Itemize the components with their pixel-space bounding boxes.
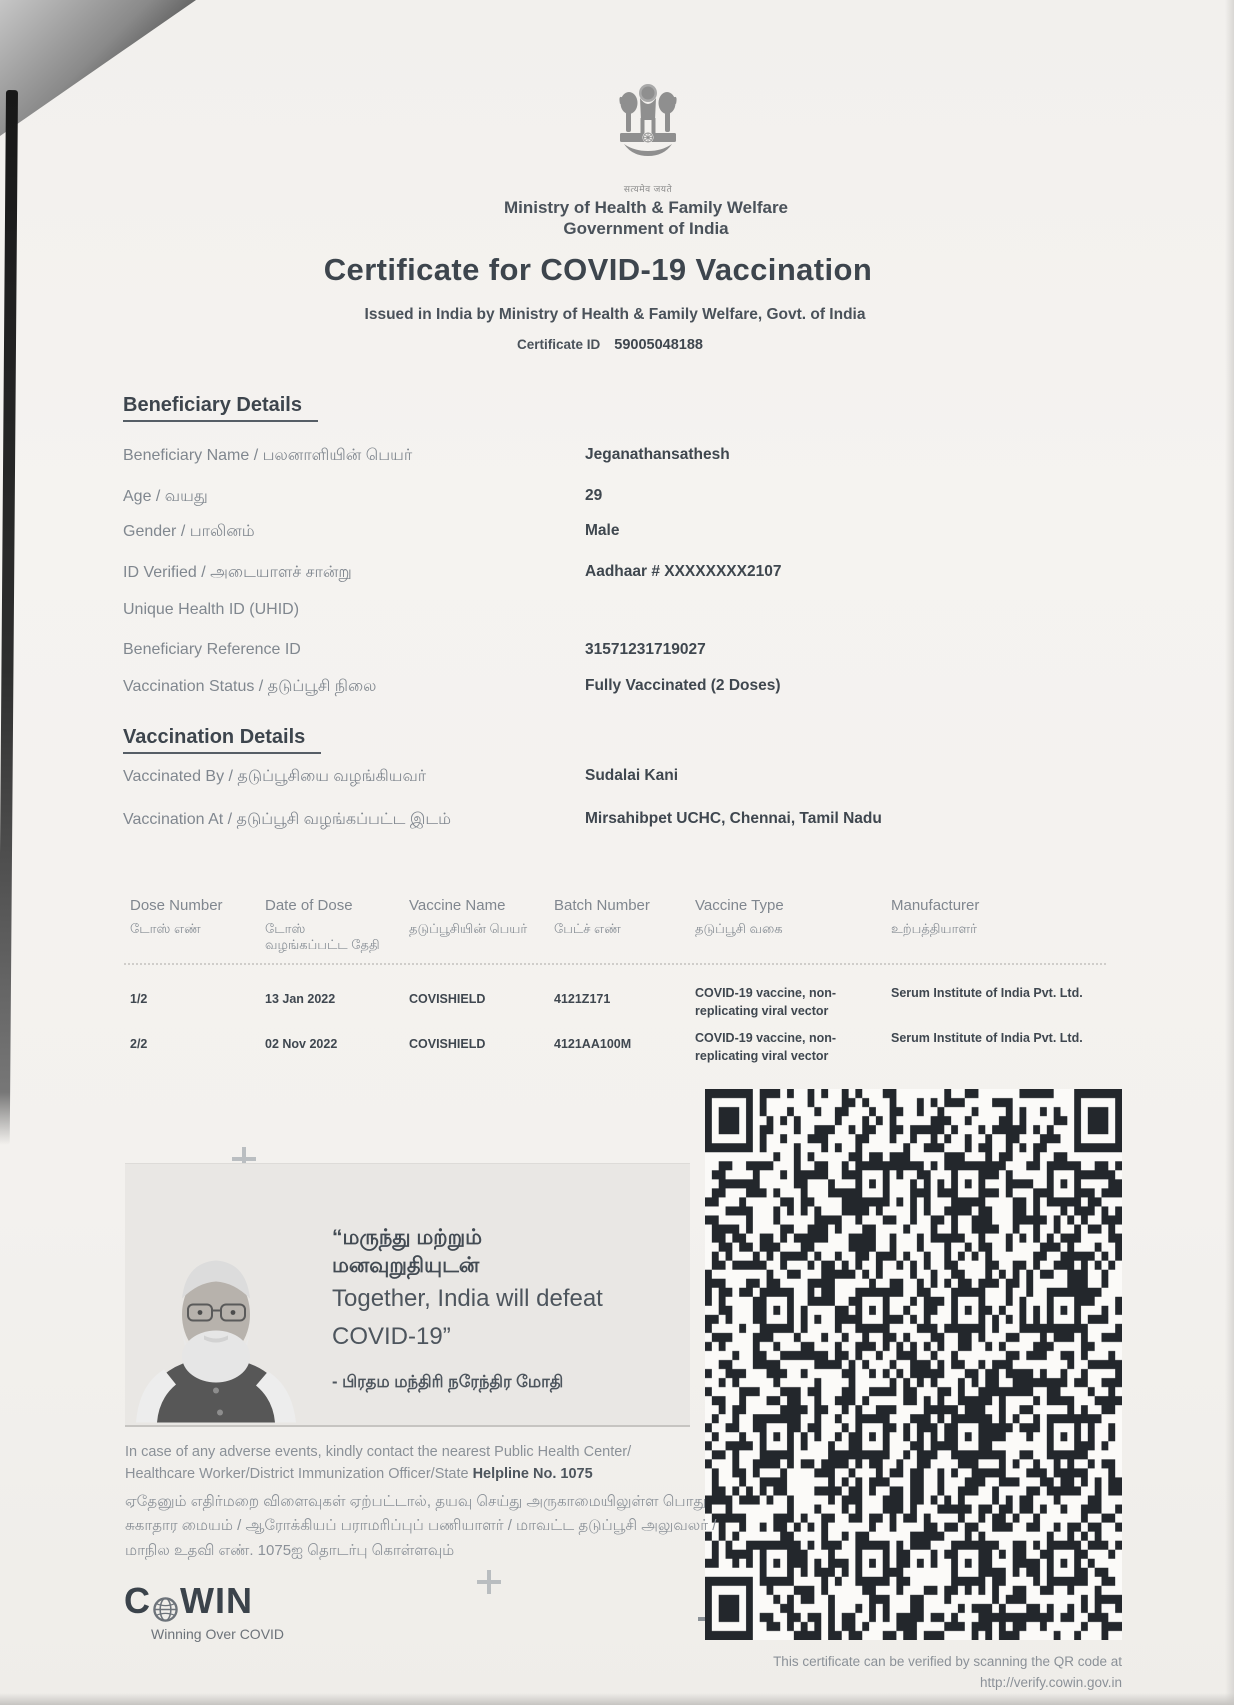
cowin-logo: C WIN [124, 1580, 253, 1621]
scan-edge-artifact [0, 90, 18, 1145]
globe-icon [152, 1590, 179, 1617]
helpline-number: Helpline No. 1075 [472, 1466, 593, 1483]
certificate-id-value: 59005048188 [614, 337, 703, 353]
certificate-id [0, 337, 1227, 353]
certificate-id-label: Certificate ID [517, 337, 601, 352]
field-row-beneficiary-name: Beneficiary Name / பலனாளியின் பெயர் Jeganathansathesh [123, 446, 730, 464]
emblem-motto: सत्यमेव जयते [623, 184, 673, 194]
scan-edge-shadow-bottom [0, 1693, 1234, 1705]
scan-corner-artifact [0, 0, 196, 136]
cowin-tagline: Winning Over COVID [151, 1626, 285, 1642]
dose-table-header: Dose Number டோஸ் எண் Date of Dose டோஸ் வழங்கப்பட்ட தேதி Vaccine Name தடுப்பூசியின் பெயர் Batch Number பேட்ச் எண் Vaccine Type தடுப்பூசி வகை Manufacturer உற்பத்தியாளர் [130, 897, 980, 953]
quote-english-line2: COVID-19” [332, 1323, 451, 1350]
field-row-reference-id: Beneficiary Reference ID 31571231719027 [123, 641, 706, 658]
qr-code [705, 1089, 1122, 1640]
quote-tamil-line1: “மருந்து மற்றும் [332, 1226, 483, 1249]
quote-tamil-line2: மனவுறுதியுடன் [332, 1254, 480, 1277]
field-row-gender: Gender / பாலினம் Male [123, 522, 620, 540]
adverse-events-notice: In case of any adverse events, kindly contact the nearest Public Health Center/ Healthcare Worker/District Immunization Officer/State Helpline No. 1075 [125, 1444, 632, 1483]
page-title: Certificate for COVID-19 Vaccination [323, 252, 873, 287]
quote-english-line1: Together, India will defeat [332, 1285, 603, 1312]
field-row-age: Age / வயது 29 [123, 487, 603, 505]
government-line: Government of India [563, 219, 729, 238]
verify-url: http://verify.cowin.gov.in [979, 1674, 1122, 1690]
field-row-vaccination-at: Vaccination At / தடுப்பூசி வழங்கப்பட்ட இடம் Mirsahibpet UCHC, Chennai, Tamil Nadu [123, 810, 882, 828]
quote-attribution: - பிரதம மந்திரி நரேந்திர மோதி [332, 1373, 564, 1391]
verification-note: This certificate can be verified by scanning the QR code at http://verify.cowin.gov.in [773, 1652, 1122, 1694]
modi-portrait [128, 1232, 303, 1423]
ministry-line: Ministry of Health & Family Welfare [503, 198, 789, 217]
dose-row-1: 1/2 13 Jan 2022 COVISHIELD 4121Z171 COVID-19 vaccine, non-replicating viral vector Serum Institute of India Pvt. Ltd. [130, 986, 1083, 1019]
field-row-vaccinated-by: Vaccinated By / தடுப்பூசியை வழங்கியவர் Sudalai Kani [123, 767, 679, 785]
india-emblem-icon [612, 80, 684, 195]
registration-mark [477, 1570, 501, 1594]
scan-edge-shadow [1225, 0, 1234, 1705]
dose-row-2: 2/2 02 Nov 2022 COVISHIELD 4121AA100M COVID-19 vaccine, non-replicating viral vector Serum Institute of India Pvt. Ltd. [130, 1031, 1083, 1064]
adverse-events-notice-tamil: ஏதேனும் எதிர்மறை விளைவுகள் ஏற்பட்டால், தயவு செய்து அருகாமையிலுள்ள பொது சுகாதார மையம் / ஆரோக்கியப் பராமரிப்புப் பணியாளர் / மாவட்ட தடுப்பூசி அலுவலர் / மாநில உதவி எண். 1075ஐ தொடர்பு கொள்ளவும் [125, 1493, 717, 1559]
table-divider [124, 963, 1106, 965]
field-row-id-verified: ID Verified / அடையாளச் சான்று Aadhaar # XXXXXXXX2107 [123, 563, 782, 581]
field-row-uhid: Unique Health ID (UHID) [123, 601, 300, 618]
field-row-vaccination-status: Vaccination Status / தடுப்பூசி நிலை Fully Vaccinated (2 Doses) [123, 677, 781, 695]
page-subtitle: Issued in India by Ministry of Health & Family Welfare, Govt. of India [364, 306, 866, 323]
vaccination-details-heading: Vaccination Details [123, 726, 321, 754]
beneficiary-details-heading: Beneficiary Details [123, 394, 318, 422]
